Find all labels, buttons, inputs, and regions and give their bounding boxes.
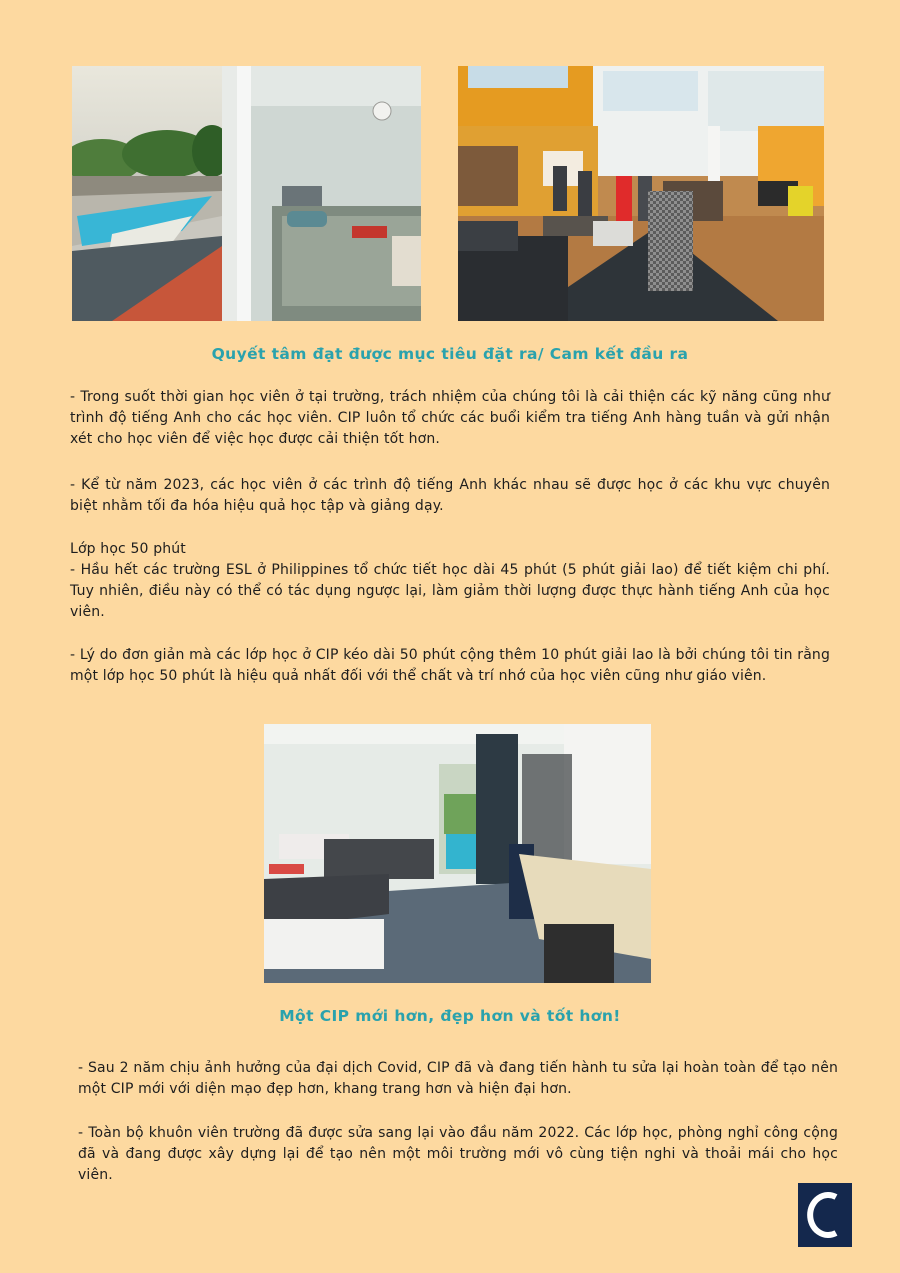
section-heading-new-cip: Một CIP mới hơn, đẹp hơn và tốt hơn! [279, 1007, 621, 1025]
dorm-room-photo [264, 724, 651, 983]
paragraph-campus-renovation: - Toàn bộ khuôn viên trường đã được sửa sang lại vào đầu năm 2022. Các lớp học, phòng nghỉ công cộng đã và đang được xây dựng lại để tạo nên một môi trường mới vô cùng tiện nghi và thoải mái cho học viên. [78, 1125, 838, 1183]
paragraph-since-2023: - Kể từ năm 2023, các học viên ở các trình độ tiếng Anh khác nhau sẽ được học ở các khu vực chuyên biệt nhằm tối đa hóa hiệu quả học tập và giảng dạy. [70, 477, 830, 514]
paragraph-45-minute-lessons: - Hầu hết các trường ESL ở Philippines tổ chức tiết học dài 45 phút (5 phút giải lao) để tiết kiệm chi phí. Tuy nhiên, điều này có thể có tác dụng ngược lại, làm giảm thời lượng được thực hành tiếng Anh của học viên. [70, 562, 830, 620]
cip-logo-icon [798, 1183, 852, 1247]
paragraph-responsibility: - Trong suốt thời gian học viên ở tại trường, trách nhiệm của chúng tôi là cải thiện các kỹ năng cũng như trình độ tiếng Anh cho các học viên. CIP luôn tổ chức các buổi kiểm tra tiếng Anh hàng tuần và gửi nhận xét cho học viên để việc học được cải thiện tốt hơn. [70, 389, 830, 447]
pool-view-photo [72, 66, 421, 321]
subheading-50-minute-class: Lớp học 50 phút [70, 541, 186, 557]
lounge-photo [458, 66, 824, 321]
paragraph-50-minute-reason: - Lý do đơn giản mà các lớp học ở CIP kéo dài 50 phút cộng thêm 10 phút giải lao là bởi chúng tôi tin rằng một lớp học 50 phút là hiệu quả nhất đối với thể chất và trí nhớ của học viên cũng như giáo viên. [70, 647, 830, 684]
paragraph-after-covid: - Sau 2 năm chịu ảnh hưởng của đại dịch Covid, CIP đã và đang tiến hành tu sửa lại hoàn toàn để tạo nên một CIP mới với diện mạo đẹp hơn, khang trang hơn và hiện đại hơn. [78, 1060, 838, 1097]
section-heading-commitment: Quyết tâm đạt được mục tiêu đặt ra/ Cam kết đầu ra [211, 345, 689, 363]
